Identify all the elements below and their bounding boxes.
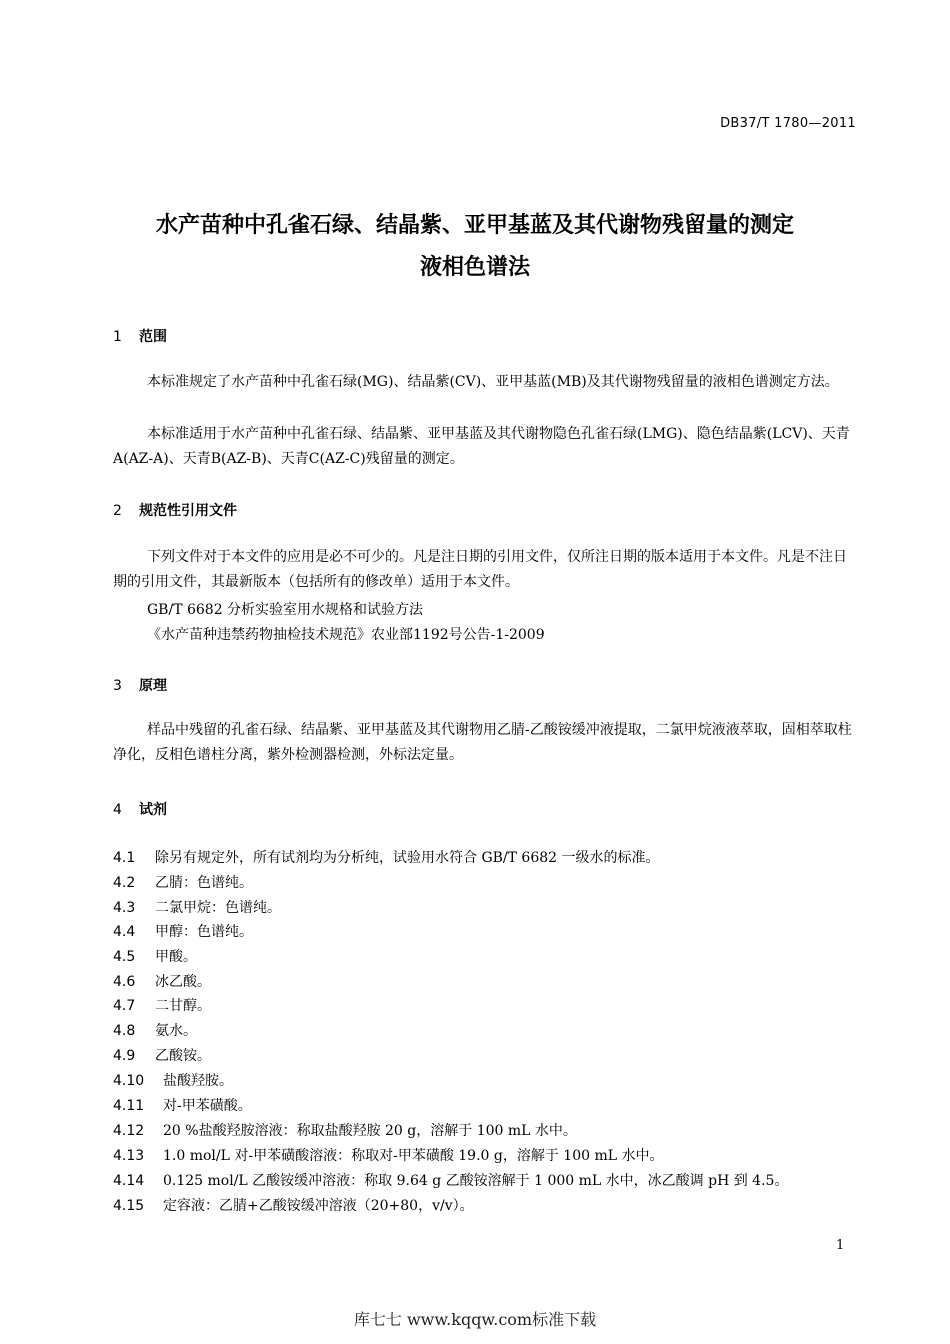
- section-title: 试剂: [139, 802, 167, 818]
- reagent-number: 4.5: [113, 949, 136, 965]
- page-number: 1: [836, 1238, 845, 1253]
- reagent-number: 4.1: [113, 850, 136, 866]
- section-2-paragraph-1: 下列文件对于本文件的应用是必不可少的。凡是注日期的引用文件，仅所注日期的版本适用于本文件。凡是不注日期的引用文件，其最新版本（包括所有的修改单）适用于本文件。: [113, 549, 847, 590]
- section-1-paragraph-2: 本标准适用于水产苗种中孔雀石绿、结晶紫、亚甲基蓝及其代谢物隐色孔雀石绿(LMG)、隐色结晶紫(LCV)、天青A(AZ-A)、天青B(AZ-B)、天青C(AZ-C)残留量的测定。: [113, 426, 850, 467]
- reagent-number: 4.6: [113, 974, 136, 990]
- section-number: 2: [113, 503, 122, 519]
- reagent-item: [113, 947, 873, 967]
- reagent-number: 4.14: [113, 1173, 145, 1189]
- reagent-item: [113, 1021, 873, 1041]
- reagent-number: 4.3: [113, 900, 136, 916]
- reagent-text: 乙腈：色谱纯。: [155, 875, 253, 891]
- reagent-item: [113, 996, 873, 1016]
- reagent-number: 4.4: [113, 924, 136, 940]
- reagent-item: [113, 1146, 873, 1166]
- reagent-number: 4.13: [113, 1148, 145, 1164]
- reagent-text: 0.125 mol/L 乙酸铵缓冲溶液：称取 9.64 g 乙酸铵溶解于 1 000 mL 水中，冰乙酸调 pH 到 4.5。: [163, 1173, 789, 1189]
- section-3-heading: [113, 675, 167, 695]
- reagent-item: [113, 1071, 873, 1091]
- normative-reference-1: GB/T 6682 分析实验室用水规格和试验方法: [147, 602, 424, 618]
- reagent-item: [113, 1171, 873, 1191]
- section-title: 原理: [139, 678, 167, 694]
- reagent-text: 20 %盐酸羟胺溶液：称取盐酸羟胺 20 g，溶解于 100 mL 水中。: [163, 1123, 577, 1139]
- section-number: 1: [113, 329, 122, 345]
- reagent-number: 4.8: [113, 1023, 136, 1039]
- reagent-item: [113, 922, 873, 942]
- reagent-number: 4.7: [113, 998, 136, 1014]
- document-subtitle: 液相色谱法: [419, 255, 530, 280]
- reagent-text: 甲酸。: [155, 949, 197, 965]
- section-1-heading: [113, 326, 167, 346]
- section-title: 范围: [139, 329, 167, 345]
- section-number: 4: [113, 802, 122, 818]
- reagent-text: 对-甲苯磺酸。: [163, 1098, 252, 1114]
- section-2-heading: [113, 500, 237, 520]
- reagent-number: 4.10: [113, 1073, 145, 1089]
- normative-reference-2: 《水产苗种违禁药物抽检技术规范》农业部1192号公告-1-2009: [147, 627, 545, 643]
- reagent-item: [113, 1196, 873, 1216]
- reagent-text: 氨水。: [155, 1023, 197, 1039]
- section-1-paragraph-1: 本标准规定了水产苗种中孔雀石绿(MG)、结晶紫(CV)、亚甲基蓝(MB)及其代谢物残留量的液相色谱测定方法。: [147, 374, 839, 390]
- reagent-text: 1.0 mol/L 对-甲苯磺酸溶液：称取对-甲苯磺酸 19.0 g，溶解于 100 mL 水中。: [163, 1148, 664, 1164]
- reagent-item: [113, 873, 873, 893]
- section-3-paragraph-1: 样品中残留的孔雀石绿、结晶紫、亚甲基蓝及其代谢物用乙腈-乙酸铵缓冲液提取，二氯甲烷液液萃取，固相萃取柱净化，反相色谱柱分离，紫外检测器检测，外标法定量。: [113, 722, 852, 763]
- section-number: 3: [113, 678, 122, 694]
- watermark: 库七七 www.kqqw.com标准下载: [353, 1310, 597, 1329]
- reagent-text: 甲醇：色谱纯。: [155, 924, 253, 940]
- reagent-number: 4.2: [113, 875, 136, 891]
- reagent-item: [113, 1096, 873, 1116]
- reagent-text: 二甘醇。: [155, 998, 211, 1014]
- reagent-text: 乙酸铵。: [155, 1048, 211, 1064]
- reagent-item: [113, 1121, 873, 1141]
- section-title: 规范性引用文件: [139, 503, 237, 519]
- reagent-number: 4.11: [113, 1098, 145, 1114]
- reagent-item: [113, 848, 873, 868]
- reagent-item: [113, 1046, 873, 1066]
- reagent-number: 4.15: [113, 1198, 145, 1214]
- reagent-number: 4.12: [113, 1123, 145, 1139]
- section-4-heading: [113, 799, 167, 819]
- reagent-text: 二氯甲烷：色谱纯。: [155, 900, 281, 916]
- reagent-text: 冰乙酸。: [155, 974, 211, 990]
- document-code: DB37/T 1780—2011: [720, 116, 856, 131]
- reagent-item: [113, 972, 873, 992]
- reagent-text: 盐酸羟胺。: [163, 1073, 233, 1089]
- reagent-number: 4.9: [113, 1048, 136, 1064]
- reagent-text: 定容液：乙腈+乙酸铵缓冲溶液（20+80，v/v）。: [163, 1198, 474, 1214]
- reagent-item: [113, 898, 873, 918]
- reagent-text: 除另有规定外，所有试剂均为分析纯，试验用水符合 GB/T 6682 一级水的标准。: [155, 850, 660, 866]
- document-title: 水产苗种中孔雀石绿、结晶紫、亚甲基蓝及其代谢物残留量的测定: [155, 213, 794, 238]
